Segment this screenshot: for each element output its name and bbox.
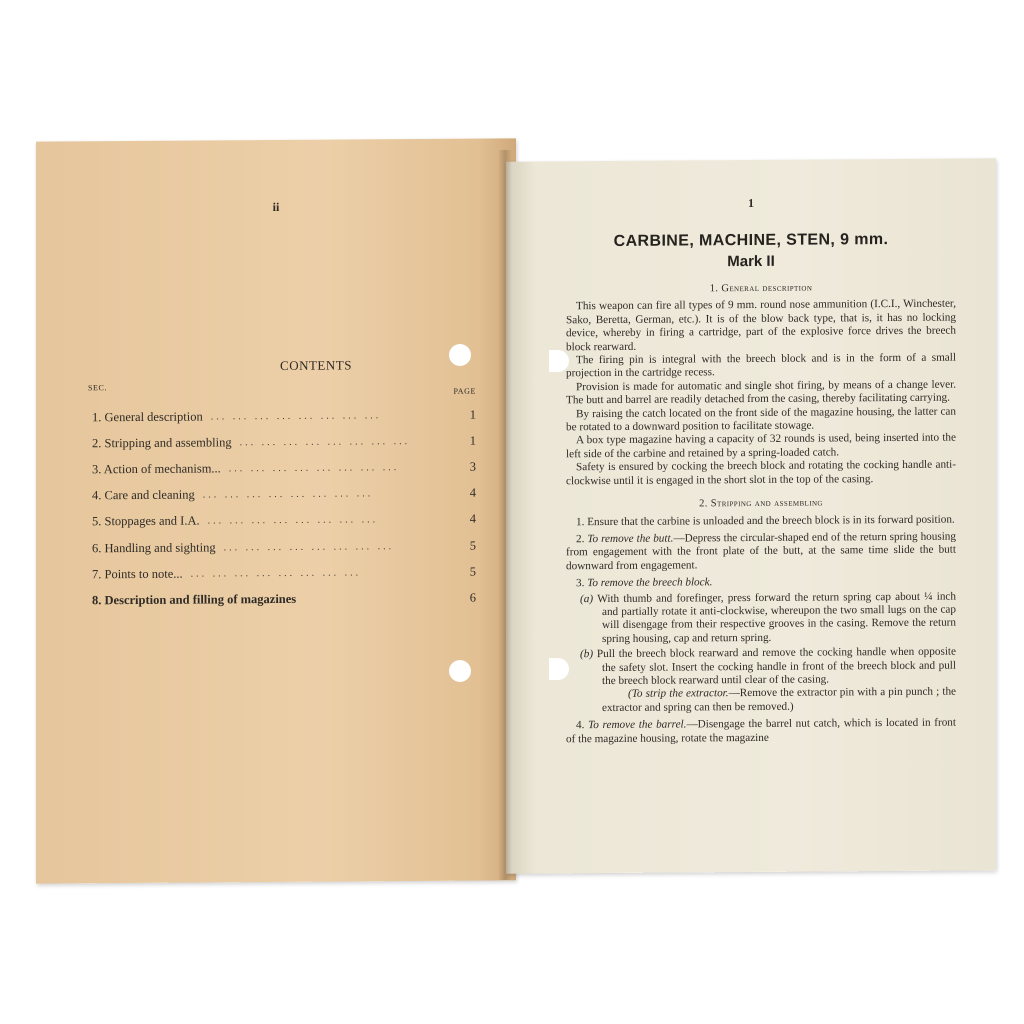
dot-leader: ... ... ... ... ... ... ... ... <box>207 514 379 527</box>
toc-entry-text: 8. Description and filling of magazines <box>92 591 297 608</box>
dot-leader: ... ... ... ... ... ... ... ... <box>228 462 400 475</box>
paragraph-number: 3. <box>576 577 588 590</box>
toc-entry <box>92 480 476 509</box>
left-page-number: ii <box>272 199 280 215</box>
sub-label: (b) <box>580 648 594 661</box>
contents-title: CONTENTS <box>280 357 352 373</box>
toc-entry-text: 2. Stripping and assembling <box>92 435 232 451</box>
toc-page-number: 1 <box>469 407 476 422</box>
toc-entry-text: 4. Care and cleaning <box>92 487 195 503</box>
paragraph <box>566 530 956 573</box>
dot-leader: ... ... ... ... ... ... ... ... <box>239 435 411 449</box>
toc-page-number: 1 <box>469 433 476 448</box>
toc-entry <box>92 585 476 614</box>
page-column-label: PAGE <box>453 386 476 396</box>
sub-paragraph <box>566 646 956 689</box>
paragraph: Provision is made for automatic and single shot firing, by means of a change lever. The butt and barrel are readily detached from the casing, thereby facilitating carrying. <box>566 378 956 407</box>
paragraph: 1. Ensure that the carbine is unloaded and the breech block is in its forward position. <box>576 513 955 528</box>
document-subtitle: Mark II <box>727 252 775 271</box>
toc-entry-text: 6. Handling and sighting <box>92 539 216 555</box>
toc-entry-text: 5. Stoppages and I.A. <box>92 513 200 529</box>
note <box>566 686 956 716</box>
punch-hole <box>449 344 471 366</box>
punch-hole <box>449 660 471 682</box>
toc-entry <box>92 559 476 588</box>
dot-leader: ... ... ... ... ... ... ... ... <box>190 567 362 580</box>
paragraph-heading: To remove the barrel. <box>588 718 687 732</box>
toc-page-number: 3 <box>469 459 476 474</box>
toc-page-number: 5 <box>469 564 476 579</box>
paragraph-number: 4. <box>576 719 589 732</box>
paragraph <box>566 575 956 591</box>
paragraph-text: —Depress the circular-shaped end of the return spring housing from engagement with the front plate of the butt, at the same time slide the butt downward from engagement. <box>566 530 956 573</box>
contents-page <box>36 138 516 883</box>
right-page-number: 1 <box>748 195 754 211</box>
note-heading: (To strip the extractor. <box>628 687 729 701</box>
toc-page-number: 5 <box>469 538 476 553</box>
toc-page-number: 4 <box>469 485 476 500</box>
dot-leader: ... ... ... ... ... ... ... ... <box>210 409 382 423</box>
toc-entry <box>92 533 476 562</box>
paragraph-number: 2. <box>576 533 588 546</box>
dot-leader: ... ... ... ... ... ... ... ... <box>202 488 374 501</box>
toc-entry-text: 7. Points to note... <box>92 566 183 582</box>
paragraph: A box type magazine having a capacity of 32 rounds is used, being inserted into the left side of the carbine and retained by a spring-loaded catch. <box>566 432 956 461</box>
sec-column-label: SEC. <box>88 383 108 393</box>
paragraph-heading: To remove the breech block. <box>587 576 713 590</box>
paragraph: Safety is ensured by cocking the breech block and rotating the cocking handle anti-clockwise until it is engaged in the short slot in the top of the casing. <box>566 458 956 487</box>
section-heading: 2. Stripping and assembling <box>699 497 823 510</box>
paragraph-heading: To remove the butt. <box>587 532 674 546</box>
sub-text: With thumb and forefinger, press forward the return spring cap about ¼ inch and partially rotate it anti-clockwise, whereupon the two small lugs on the cap will disengage from their respective grooves in the casing. Remove the return spring housing, cap and return spring. <box>597 590 956 645</box>
paragraph: The firing pin is integral with the breech block and is in the form of a small projection in the cartridge recess. <box>566 351 956 380</box>
toc-entry <box>92 454 476 483</box>
toc-entry <box>92 402 476 431</box>
paragraph: This weapon can fire all types of 9 mm. round nose ammunition (I.C.I., Winchester, Sako, Beretta, German, etc.). It is of the blow back type, that is, it has no locking device, whereby in firing a cartridge, part of the explosive force drives the breech block rearward. <box>566 297 956 353</box>
document-title: CARBINE, MACHINE, STEN, 9 mm. <box>613 231 889 250</box>
dot-leader: ... ... ... ... ... ... ... ... <box>223 540 395 553</box>
toc-page-number: 4 <box>469 511 476 526</box>
paragraph-text: —Disengage the barrel nut catch, which is located in front of the magazine housing, rotate the magazine <box>566 716 956 745</box>
toc-entry <box>92 428 476 457</box>
page-body <box>566 275 956 747</box>
toc-entry <box>92 506 476 535</box>
toc-page-number: 6 <box>469 590 476 605</box>
paragraph <box>566 717 956 747</box>
spine-fold <box>498 150 512 880</box>
sub-label: (a) <box>580 592 594 605</box>
sub-paragraph <box>566 590 956 646</box>
table-of-contents <box>92 402 476 614</box>
sub-text: Pull the breech block rearward and remove the cocking handle when opposite the safety slot. Insert the cocking handle in front of the breech block and pull the breech block rearward until clear of the casing. <box>596 645 956 688</box>
section-heading: 1. General description <box>709 282 813 295</box>
toc-entry-text: 3. Action of mechanism... <box>92 461 221 477</box>
text-page <box>506 158 996 873</box>
paragraph: By raising the catch located on the front side of the magazine housing, the latter can be rotated to a downward position to facilitate stowage. <box>566 405 956 434</box>
toc-entry-text: 1. General description <box>92 409 203 424</box>
note-text: —Remove the extractor pin with a pin punch ; the extractor and spring can then be removed.) <box>602 685 957 714</box>
